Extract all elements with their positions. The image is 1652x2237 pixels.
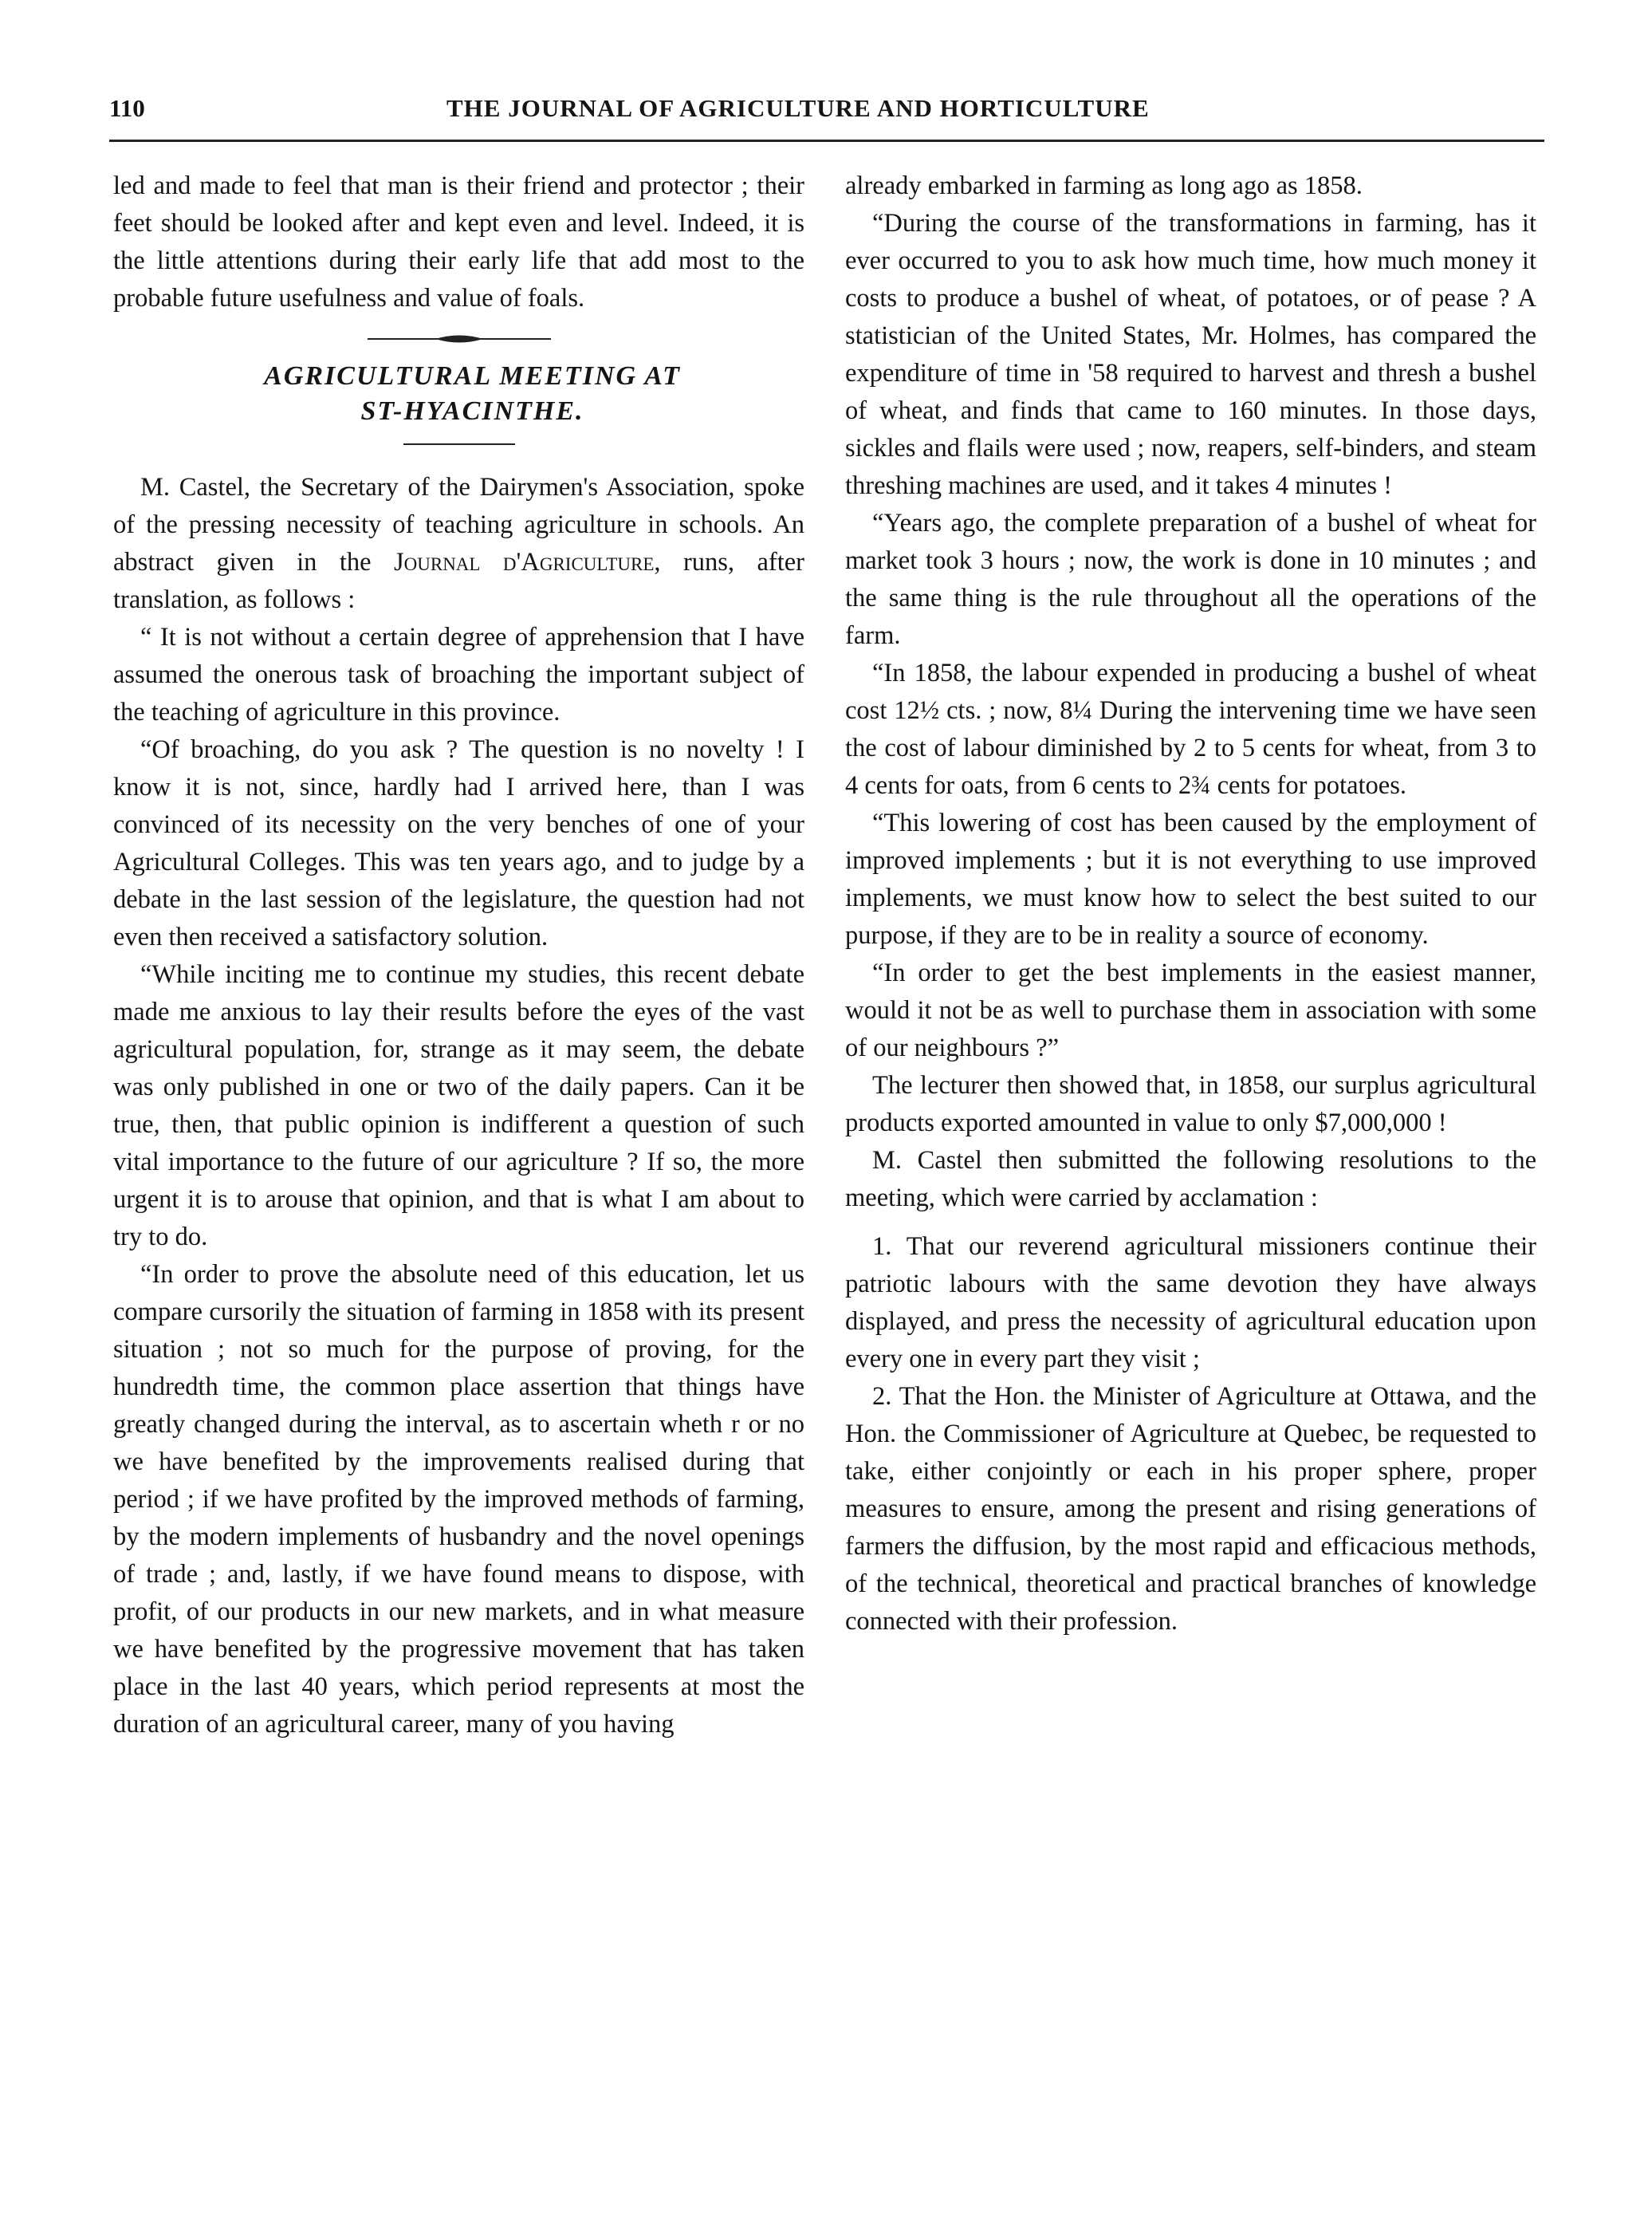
right-para-2: “During the course of the transformations in farming, has it ever occurred to you to ask how much time, how much money it costs to produce a bushel of wheat, of potatoes, or of pease ? A statistician of the United States, Mr. Holmes, has compared the expenditure of time in '58 required to harvest and thresh a bushel of wheat, and finds that came to 160 minutes. In those days, sickles and flails were used ; now, reapers, self-binders, and steam threshing machines are used, and it takes 4 minutes ! xyxy=(845,209,1536,500)
para-2-end: , runs, after translation, as follows : xyxy=(113,548,805,614)
running-head: THE JOURNAL OF AGRICULTURE AND HORTICULTURE xyxy=(446,94,1150,122)
header-rule xyxy=(109,140,1544,142)
left-para-2 xyxy=(113,469,804,619)
page-number: 110 xyxy=(109,94,145,122)
para-2-start: M. Castel, the Secretary of the Dairymen's Association, spoke of the pressing necessity of teaching agriculture in schools. An abstract given in the xyxy=(113,473,804,577)
right-para-3: “Years ago, the complete preparation of a bushel of wheat for market took 3 hours ; now, the work is done in 10 minutes ; and the same thing is the rule throughout all the operations of the farm. xyxy=(845,509,1536,650)
article-heading-line-1: AGRICULTURAL MEETING AT xyxy=(264,361,681,391)
right-para-7: The lecturer then showed that, in 1858, our surplus agricultural products exported amounted in value to only $7,000,000 ! xyxy=(845,1071,1536,1137)
left-para-3: “ It is not without a certain degree of apprehension that I have assumed the onerous task of broaching the important subject of the teaching of agriculture in this province. xyxy=(113,623,804,727)
journal-name: Journal d'Agriculture xyxy=(393,548,655,577)
right-para-6: “In order to get the best implements in the easiest manner, would it not be as well to purchase them in association with some of our neighbours ?” xyxy=(845,959,1536,1062)
heading-rule xyxy=(403,443,515,445)
ornamental-rule xyxy=(368,333,551,345)
resolution-1: 1. That our reverend agricultural missioners continue their patriotic labours with the same devotion they have always displayed, and press the necessity of agricultural education upon every one in every part they visit ; xyxy=(845,1232,1536,1373)
right-para-8: M. Castel then submitted the following resolutions to the meeting, which were carried by acclamation : xyxy=(845,1146,1536,1212)
right-para-4: “In 1858, the labour expended in producing a bushel of wheat cost 12½ cts. ; now, 8¼ During the intervening time we have seen the cost of labour diminished by 2 to 5 cents for wheat, from 3 to 4 cents for oats, from 6 cents to 2¾ cents for potatoes. xyxy=(845,659,1536,800)
resolution-2: 2. That the Hon. the Minister of Agriculture at Ottawa, and the Hon. the Commissioner of Agriculture at Quebec, be requested to take, either conjointly or each in his proper sphere, proper measures to ensure, among the present and rising generations of farmers the diffusion, by the most rapid and efficacious methods, of the technical, theoretical and practical branches of knowledge connected with their profession. xyxy=(845,1382,1536,1636)
left-para-4: “Of broaching, do you ask ? The question is no novelty ! I know it is not, since, hardly had I arrived here, than I was convinced of its necessity on the very benches of one of your Agricultural Colleges. This was ten years ago, and to judge by a debate in the last session of the legislature, the question had not even then received a satisfactory solution. xyxy=(113,735,804,951)
right-para-1: already embarked in farming as long ago as 1858. xyxy=(845,171,1363,200)
left-para-6: “In order to prove the absolute need of this education, let us compare cursorily the situation of farming in 1858 with its present situation ; not so much for the purpose of proving, for the hundredth time, the common place assertion that things have greatly changed during the interval, as to ascertain wheth r or no we have benefited by the improvements realised during that period ; if we have profited by the improved methods of farming, by the modern implements of husbandry and the novel openings of trade ; and, lastly, if we have found means to dispose, with profit, of our products in our new markets, and in what measure we have benefited by the progressive movement that has taken place in the last 40 years, which period represents at most the duration of an agricultural career, many of you having xyxy=(113,1260,804,1739)
article-heading-line-2: ST-HYACINTHE. xyxy=(360,396,584,426)
left-para-1: led and made to feel that man is their friend and protector ; their feet should be looked after and kept even and level. Indeed, it is the little attentions during their early life that add most to the probable future usefulness and value of foals. xyxy=(113,171,804,313)
left-para-5: “While inciting me to continue my studies, this recent debate made me anxious to lay their results before the eyes of the vast agricultural population, for, strange as it may seem, the debate was only published in one or two of the daily papers. Can it be true, then, that public opinion is indifferent a question of such vital importance to the future of our agriculture ? If so, the more urgent it is to arouse that opinion, and that is what I am about to try to do. xyxy=(113,960,804,1251)
left-column xyxy=(113,167,804,1743)
right-para-5: “This lowering of cost has been caused by the employment of improved implements ; but it is not everything to use improved implements, we must know how to select the best suited to our purpose, if they are to be in reality a source of economy. xyxy=(845,809,1536,950)
right-column xyxy=(845,167,1536,1640)
